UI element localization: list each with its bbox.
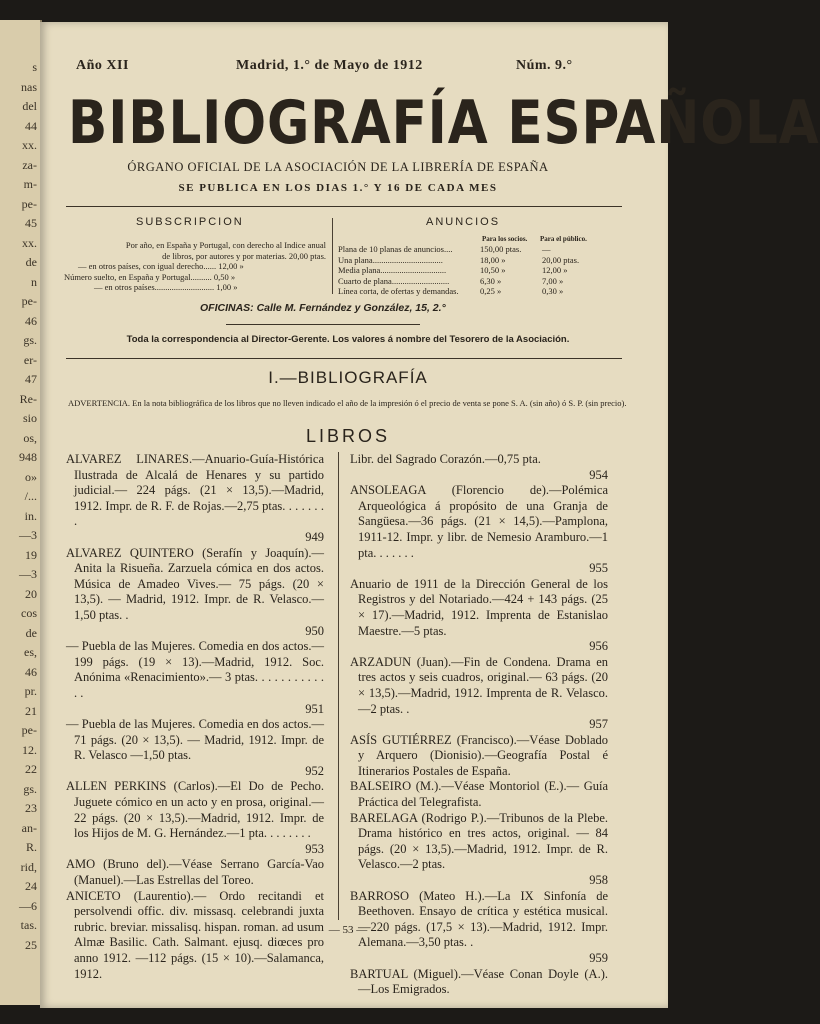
left-page-fragment: 46 — [25, 313, 37, 328]
column-divider — [332, 218, 333, 294]
left-page-fragment: tas. — [20, 918, 37, 932]
subscription-line: — en otros países............................ 1,00 » — [94, 282, 238, 292]
bibliography-entry — [350, 655, 608, 733]
entry-number: 952 — [305, 763, 324, 778]
publication-frequency: SE PUBLICA EN LOS DIAS 1.° Y 16 DE CADA MES — [178, 182, 498, 194]
left-page-fragment: —6 — [19, 898, 37, 913]
left-page-fragment: xx. — [22, 235, 37, 250]
ads-socios: 6,30 » — [480, 275, 502, 286]
ads-publico: 20,00 ptas. — [542, 254, 580, 265]
left-page-fragment: de — [25, 625, 37, 640]
subscription-heading: SUBSCRIPCION — [136, 216, 244, 228]
issue-year: Año XII — [76, 58, 129, 73]
left-page-fragment: pe- — [21, 294, 37, 308]
left-page-fragment: xx. — [22, 138, 37, 152]
left-page-fragment: pe- — [21, 196, 37, 211]
entry-text: ARZADUN (Juan).—Fin de Condena. Drama en tres actos y seis cuadros, original.— 63 págs. (20 × 13,5).—Madrid, 1912. Imprenta de R. Velasco.—2 ptas. . — [350, 654, 608, 716]
libros-heading: LIBROS — [305, 426, 391, 446]
ads-row — [338, 244, 628, 255]
left-page-fragment: m- — [23, 177, 37, 191]
entry-number: 949 — [305, 529, 324, 544]
left-page-fragment: R. — [25, 840, 37, 854]
bibliography-entry — [350, 733, 608, 780]
subscription-line: — en otros países, con igual derecho...... 12,00 » — [78, 261, 244, 271]
ads-label: Media plana............................... — [338, 265, 447, 275]
entry-text: Anuario de 1911 de la Dirección General de los Registros y del Notariado.—424 + 143 págs. (25 × 17).—Madrid, 1912. Imprenta de Estanislao Maestre.—5 ptas. — [350, 576, 608, 638]
left-page-fragment: 45 — [25, 216, 37, 230]
right-column — [350, 452, 608, 998]
issue-number: Núm. 9.° — [516, 58, 573, 73]
bibliography-entry — [350, 967, 608, 998]
ads-label: Línea corta, de ofertas y demandas. — [338, 286, 459, 296]
bibliography-entry — [350, 452, 608, 483]
ads-socios: 0,25 » — [480, 286, 502, 296]
ads-publico: 0,30 » — [542, 286, 564, 296]
ads-socios: 150,00 ptas. — [480, 244, 522, 254]
ads-label: Cuarto de plana........................... — [338, 275, 450, 286]
left-page-fragment: 25 — [25, 937, 37, 952]
bibliography-entry — [350, 483, 608, 577]
left-page-fragment: Re- — [19, 391, 37, 406]
entry-number: 951 — [305, 701, 324, 716]
left-page-fragment: es, — [24, 645, 37, 659]
left-page-fragment: an- — [21, 820, 37, 835]
entry-number: 950 — [305, 623, 324, 638]
entry-text: — Puebla de las Mujeres. Comedia en dos actos.—199 págs. (19 × 13).—Madrid, 1912. Soc. Anónima «Renacimiento».— 3 ptas. . . . . . . . . . . . . — [66, 639, 324, 700]
left-page-fragment: del — [22, 99, 37, 113]
entry-text: — Puebla de las Mujeres. Comedia en dos actos.—71 págs. (20 × 13,5). — Madrid, 1912. Impr. de R. Velasco —1,50 ptas. — [66, 717, 324, 763]
ads-label: Una plana................................. — [338, 254, 443, 265]
ads-publico: — — [542, 244, 551, 254]
left-page-fragment: 22 — [25, 762, 37, 776]
entry-text: ASÍS GUTIÉRREZ (Francisco).—Véase Doblado y Arquero (Dionisio).—Geografía Postal é Itinerarios Postales de España. — [350, 732, 608, 778]
page-number: — 53 — — [328, 924, 368, 936]
entry-number: 953 — [305, 841, 324, 856]
entry-number: 955 — [589, 561, 608, 576]
left-page-fragment: 21 — [25, 703, 37, 718]
bibliography-entry — [66, 857, 324, 888]
entry-text: BARELAGA (Rodrigo P.).—Tribunos de la Plebe. Drama histórico en tres actos, original. — 84 págs. (20 × 13,5).—Madrid, 1912. Impr. de R. Velasco.—2 ptas. — [350, 810, 608, 872]
entry-text: Libr. del Sagrado Corazón.—0,75 pta. — [350, 452, 541, 466]
entry-text: ANSOLEAGA (Florencio de).—Polémica Arqueológica á propósito de una Granja de Sangüesa.—36 págs. (21 × 14,5).—Pamplona, 1911-12. Impr. y libr. de Nemesio Aramburo.—1 pta. . . . . . . — [350, 483, 608, 560]
left-column — [66, 452, 324, 982]
subscription-line: de libros, por autores y por materias. 20,00 ptas. — [162, 250, 326, 261]
entry-text: AMO (Bruno del).—Véase Serrano García-Vao (Manuel).—Las Estrellas del Toreo. — [66, 857, 324, 888]
left-page-fragment: nas — [21, 79, 37, 94]
bibliography-entry — [66, 546, 324, 640]
left-page-fragment: gs. — [23, 781, 37, 796]
entry-text: ANICETO (Laurentio).— Ordo recitandi et persolvendi offic. div. missasq. celebrandi juxta rubric. breviar. missalisq. hispan. roman. ad usum Almæ Basilic. Cath. Salmant. ejusq. diœces pro anno 1912. —112 págs. (15 × 10).—Salamanca, 1912. — [66, 888, 324, 981]
ads-socios: 18,00 » — [480, 254, 506, 265]
left-page-fragment: de — [25, 255, 37, 269]
left-page-fragment: 24 — [25, 879, 37, 893]
left-page-fragment: 20 — [25, 586, 37, 601]
ads-socios: 10,50 » — [480, 265, 506, 275]
journal-page — [40, 22, 820, 1008]
bibliography-entry — [350, 779, 608, 810]
ads-label: Plana de 10 planas de anuncios.... — [338, 244, 453, 254]
entry-text: BARTUAL (Miguel).—Véase Conan Doyle (A.).—Los Emigrados. — [350, 966, 608, 997]
bibliography-entry — [350, 577, 608, 655]
left-page-fragment: 19 — [25, 547, 37, 562]
entry-number: 957 — [589, 717, 608, 732]
left-page-fragment: er- — [23, 352, 37, 367]
left-page-fragment: os, — [23, 430, 37, 445]
issue-date: Madrid, 1.° de Mayo de 1912 — [236, 58, 423, 73]
subtitle-organo: ÓRGANO OFICIAL DE LA ASOCIACIÓN DE LA LIBRERÍA DE ESPAÑA — [127, 160, 549, 174]
subscription-line: Número suelto, en España y Portugal.......... 0,50 » — [64, 271, 236, 282]
left-page-fragment: 23 — [25, 801, 37, 815]
left-page-fragment: sio — [22, 411, 37, 425]
offices-address: OFICINAS: Calle M. Fernández y González, 15, 2.° — [200, 302, 446, 314]
correspondence-note: Toda la correspondencia al Director-Gerente. Los valores á nombre del Tesorero de la Asociación. — [126, 334, 570, 345]
divider — [66, 358, 622, 359]
entry-number: 959 — [589, 951, 608, 965]
left-page-edge — [0, 20, 42, 1005]
ads-col-socios: Para los socios. — [482, 235, 528, 243]
bibliography-entry — [350, 811, 608, 889]
left-page-fragment: pr. — [24, 684, 37, 698]
ads-row — [338, 255, 628, 266]
bibliography-entry — [66, 452, 324, 546]
left-page-fragment: —3 — [19, 528, 37, 542]
bibliography-entry — [66, 717, 324, 779]
ads-col-publico: Para el público. — [540, 235, 587, 243]
ads-table — [338, 244, 628, 297]
subscription-line: Por año, en España y Portugal, con derecho al Indice anual — [125, 240, 326, 250]
section-title: I.—BIBLIOGRAFÍA — [268, 368, 428, 387]
subscription-block — [64, 240, 326, 293]
left-page-fragment: /... — [24, 489, 37, 503]
divider — [66, 206, 622, 207]
left-page-fragment: 46 — [25, 664, 37, 679]
left-page-fragment: gs. — [23, 333, 37, 347]
entry-text: ALLEN PERKINS (Carlos).—El Do de Pecho. Juguete cómico en un acto y en prosa, original.—22 págs. (20 × 13,5).—Madrid, 1912. Impr. de los Hijos de M. G. Hernández.—1 pta. . . . . . . . — [66, 779, 324, 841]
bibliography-entry — [66, 779, 324, 857]
entry-text: ALVAREZ LINARES.—Anuario-Guía-Histórica Ilustrada de Alcalá de Henares y su partido judicial.— 224 págs. (21 × 13,5).—Madrid, 1912. Impr. de R. F. de Rojas.—2,75 ptas. . . . . . . . — [66, 452, 324, 529]
left-page-fragment: rid, — [20, 859, 37, 874]
left-page-fragment: cos — [21, 606, 37, 620]
left-page-fragment: 12. — [22, 742, 37, 757]
entry-number: 954 — [589, 467, 608, 482]
bibliography-entry — [66, 639, 324, 717]
entry-text: ALVAREZ QUINTERO (Serafín y Joaquín).— Anita la Risueña. Zarzuela cómica en dos actos. Música de Amadeo Vives.— 75 págs. (20 × 13,5). — Madrid, 1912. Impr. de R. Velasco.—1,50 ptas. . — [66, 545, 324, 622]
left-page-fragment: o» — [25, 469, 37, 484]
ads-row — [338, 276, 628, 287]
left-page-fragment: s — [32, 60, 37, 74]
column-divider — [338, 452, 339, 920]
entry-number: 958 — [589, 873, 608, 888]
ads-heading: ANUNCIOS — [426, 216, 501, 228]
entry-text: BARROSO (Mateo H.).—La IX Sinfonía de Beethoven. Ensayo de crítica y estética musical.—220 págs. (17,5 × 13).—Madrid, 1912. Impr. Alemana.—3,50 ptas. . — [350, 888, 608, 950]
entry-text: BALSEIRO (M.).—Véase Montoriol (E.).— Guía Práctica del Telegrafista. — [350, 779, 608, 810]
left-page-fragment: pe- — [21, 723, 37, 737]
left-page-fragment: 44 — [25, 118, 37, 133]
left-page-fragment: 948 — [19, 450, 37, 464]
entry-number: 956 — [589, 639, 608, 654]
left-page-fragment: n — [31, 274, 37, 289]
ads-row — [338, 286, 628, 297]
left-page-fragment: —3 — [19, 567, 37, 581]
advertencia-note: ADVERTENCIA. En la nota bibliográfica de los libros que no lleven indicado el año de la impresión ó el precio de venta se pone S. A. (sin año) ó S. P. (sin precio). — [68, 398, 627, 408]
ads-row — [338, 265, 628, 276]
ads-publico: 7,00 » — [542, 275, 564, 286]
divider — [226, 324, 420, 325]
journal-title: BIBLIOGRAFÍA ESPAÑOLA — [68, 88, 820, 158]
left-page-fragment: za- — [22, 157, 37, 172]
ads-publico: 12,00 » — [542, 265, 568, 275]
left-page-fragment: in. — [24, 508, 37, 523]
left-page-fragment: 47 — [25, 372, 37, 386]
